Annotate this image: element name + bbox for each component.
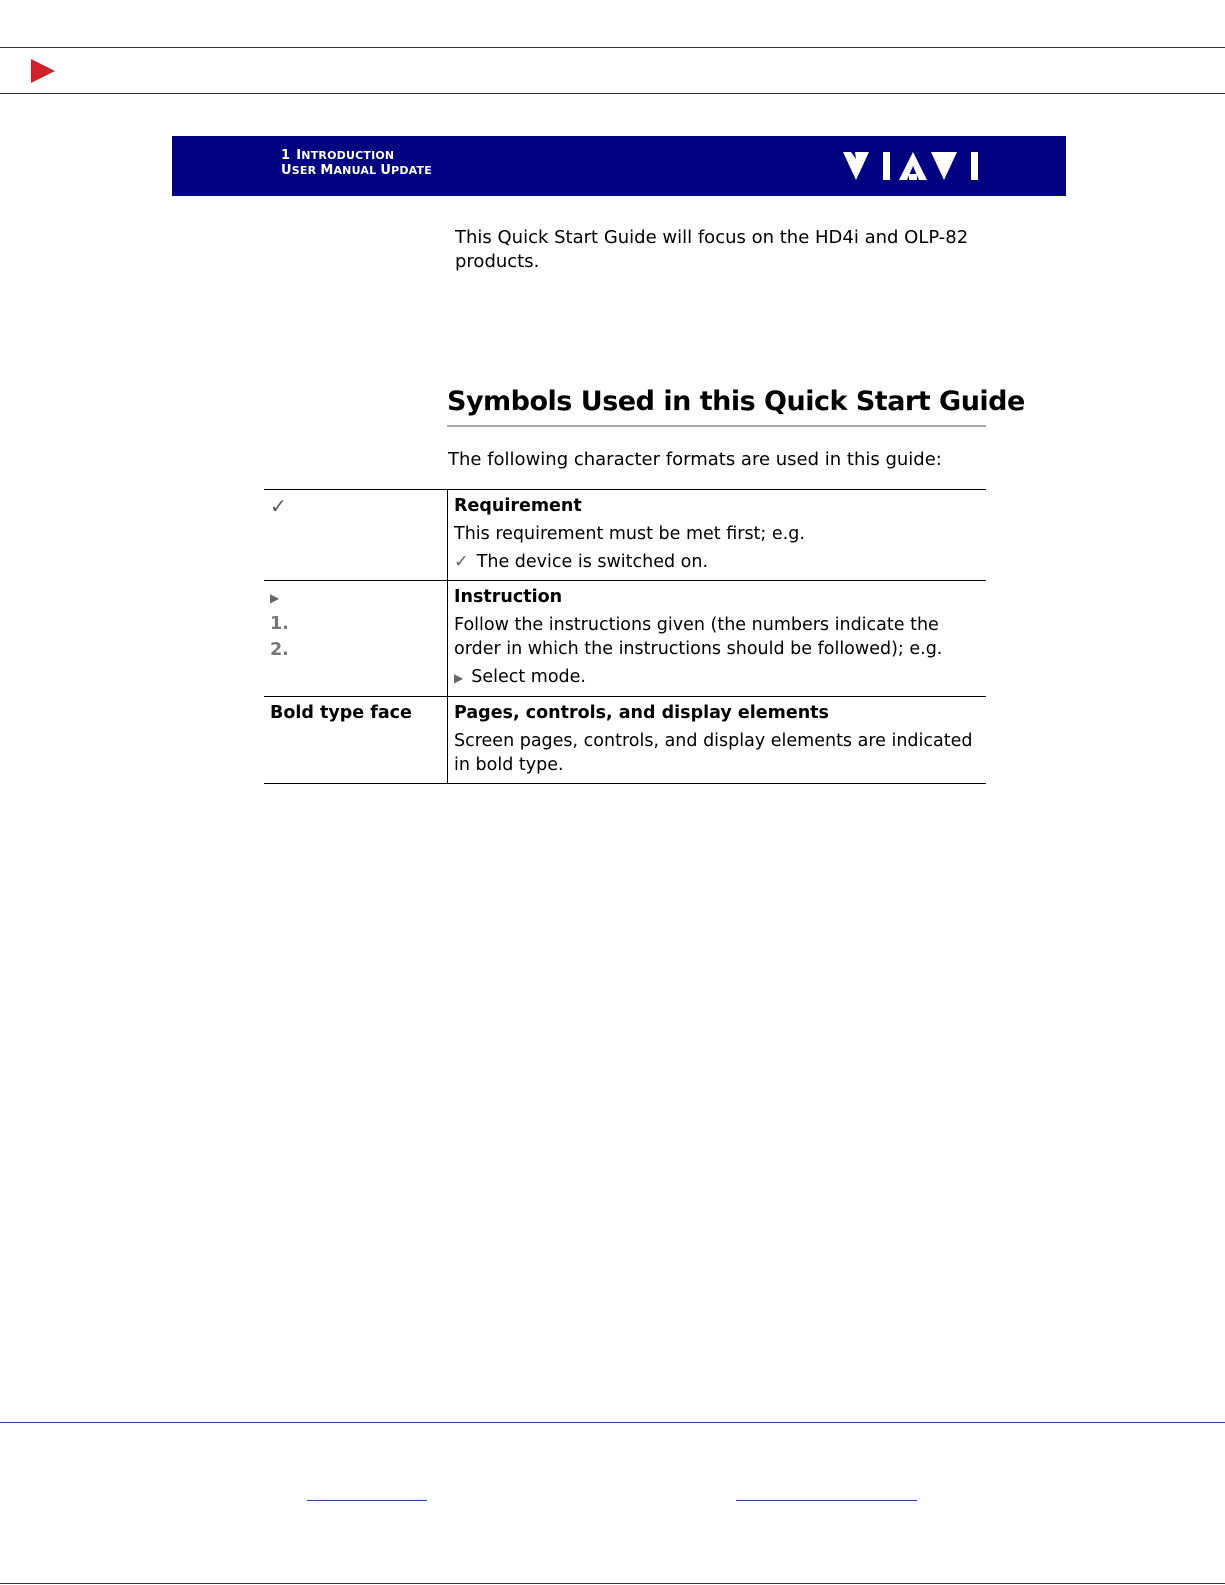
instruction-title: Instruction	[454, 587, 563, 607]
instruction-example-text: Select mode.	[471, 667, 586, 687]
chapter-subheading	[281, 163, 432, 178]
chapter-rest: NTRODUCTION	[301, 149, 395, 162]
instruction-description: Follow the instructions given (the numbers indicate the order in which the instructions should be followed); e.g.	[454, 615, 943, 659]
bold-description: Screen pages, controls, and display elements are indicated in bold type.	[454, 731, 973, 775]
bold-title: Pages, controls, and display elements	[454, 703, 829, 723]
footer-link-right[interactable]	[736, 1500, 917, 1501]
requirement-description: This requirement must be met first; e.g.	[454, 524, 805, 544]
table-row-requirement	[264, 490, 986, 581]
sub-initial-3: U	[380, 163, 392, 178]
instruction-example	[454, 665, 979, 690]
chapter-initial: I	[296, 148, 302, 163]
table-row-instruction	[264, 581, 986, 697]
chapter-heading	[281, 148, 394, 163]
play-icon[interactable]	[31, 59, 55, 83]
arrow-right-icon: ▶	[270, 591, 280, 605]
footer-divider	[0, 1422, 1225, 1423]
bottom-border	[0, 1583, 1225, 1584]
intro-paragraph: This Quick Start Guide will focus on the HD4i and OLP-82 products.	[455, 227, 969, 272]
instruction-desc-cell	[448, 581, 987, 697]
section-title: Symbols Used in this Quick Start Guide	[447, 385, 986, 427]
instruction-symbol-cell	[264, 581, 448, 697]
sub-rest-1: SER	[291, 164, 317, 177]
sub-rest-3: PDATE	[391, 164, 432, 177]
viavi-logo	[843, 150, 993, 182]
toolbar-top-border	[0, 47, 1225, 48]
sub-rest-2: ANUAL	[333, 164, 377, 177]
bold-desc-cell	[448, 697, 987, 784]
requirement-symbol-cell	[264, 490, 448, 581]
step-number-1: 1.	[270, 614, 289, 634]
check-icon: ✓	[270, 494, 287, 518]
requirement-title: Requirement	[454, 496, 582, 516]
section-lead: The following character formats are used in this guide:	[448, 449, 942, 470]
requirement-example-text: The device is switched on.	[476, 552, 709, 572]
sub-initial-1: U	[281, 163, 292, 178]
page-header-band	[172, 136, 1066, 196]
bold-symbol-cell: Bold type face	[264, 697, 448, 784]
chapter-number: 1	[281, 148, 291, 163]
requirement-desc-cell	[448, 490, 987, 581]
arrow-right-icon: ▶	[454, 671, 464, 685]
footer-link-left[interactable]	[307, 1500, 427, 1501]
toolbar-bottom-border	[0, 93, 1225, 94]
sub-initial-2: M	[320, 163, 334, 178]
table-row-bold	[264, 697, 986, 784]
symbols-table	[264, 489, 986, 784]
step-number-2: 2.	[270, 640, 289, 660]
check-icon: ✓	[454, 552, 469, 572]
requirement-example	[454, 550, 979, 574]
